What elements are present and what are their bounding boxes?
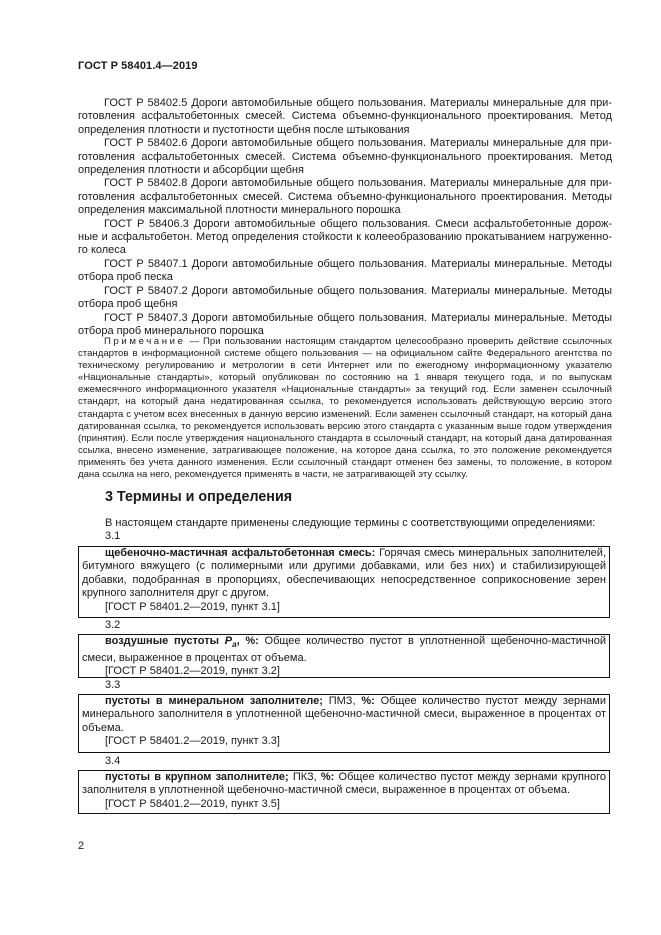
term-definition-text: Горячая смесь минеральных заполнителей, битумного вяжущего (с полимерными или другими добавками, или без них) и стабилизирующей добавки, подобранная в пропорциях, обеспечивающих непосредственное соприкосновение зерен крупного заполнителя друг с другом. bbox=[82, 547, 606, 600]
reference-item: ГОСТ Р 58406.3 Дороги автомобильные общего пользования. Смеси асфальтобетонные дорожные и асфальтобетон. Метод определения стойкости к колееобразованию прокатыванием нагруженного колеса bbox=[78, 217, 612, 257]
term-definition: пустоты в минеральном заполнителе; ПМЗ, %: Общее количество пустот между зернами минерального заполнителя в уплотненной щебеночно-мастичной смеси, выраженное в процентах от объема. bbox=[82, 695, 606, 734]
term-number: 3.1 bbox=[105, 530, 121, 542]
term-symbol: P bbox=[224, 635, 233, 647]
term-definition-text: Общее количество пустот между зернами минерального заполнителя в уплотненной щебеночно-мастичной смеси, выраженное в процентах от объема. bbox=[82, 695, 606, 734]
term-definition bbox=[82, 635, 606, 665]
reference-item: ГОСТ Р 58407.1 Дороги автомобильные общего пользования. Материалы минеральные. Методы отбора проб песка bbox=[78, 257, 612, 284]
term-definition-text: Общее количество пустот в уплотненной щебеночно-мастичной смеси, выраженное в процентах от объема. bbox=[82, 635, 606, 664]
term-source: [ГОСТ Р 58401.2—2019, пункт 3.2] bbox=[105, 665, 280, 677]
term-name: пустоты в крупном заполнителе; bbox=[105, 771, 289, 783]
note-label: Примечание bbox=[104, 336, 186, 347]
term-abbr: ПМЗ, bbox=[322, 695, 362, 707]
term-name: щебеночно-мастичная асфальтобетонная смесь: bbox=[105, 547, 376, 559]
term-source: [ГОСТ Р 58401.2—2019, пункт 3.5] bbox=[105, 797, 280, 810]
term-name: пустоты в минеральном заполнителе; bbox=[105, 695, 323, 707]
page-number: 2 bbox=[78, 840, 85, 852]
term-number: 3.2 bbox=[105, 619, 121, 631]
term-definition bbox=[82, 547, 606, 601]
term-box bbox=[78, 634, 610, 678]
term-abbr: ПКЗ, bbox=[288, 771, 321, 783]
term-source: [ГОСТ Р 58401.2—2019, пункт 3.3] bbox=[105, 735, 280, 748]
normative-references-list bbox=[78, 97, 612, 338]
note-paragraph bbox=[78, 336, 612, 481]
section-title: 3 Термины и определения bbox=[105, 489, 293, 505]
term-symbol-subscript: a bbox=[232, 640, 237, 650]
term-source: [ГОСТ Р 58401.2—2019, пункт 3.1] bbox=[105, 600, 280, 613]
reference-item: ГОСТ Р 58402.8 Дороги автомобильные общего пользования. Материалы минеральные для приготовления асфальтобетонных смесей. Система объемно-функционального проектирования. Методы определения максимальной плотности минерального порошка bbox=[78, 177, 612, 217]
term-definition: пустоты в крупном заполнителе; ПКЗ, %: Общее количество пустот между зернами крупного заполнителя в уплотненной щебеночно-мастичной смеси, выраженное в процентах от объема. bbox=[82, 771, 606, 797]
term-box bbox=[78, 694, 610, 753]
page-header-doc-id: ГОСТ Р 58401.4—2019 bbox=[78, 60, 198, 72]
term-box bbox=[78, 770, 610, 814]
term-name: воздушные пустоты $P_a$, %: bbox=[105, 635, 259, 650]
term-number: 3.3 bbox=[105, 679, 121, 691]
reference-item: ГОСТ Р 58402.6 Дороги автомобильные общего пользования. Материалы минеральные для приготовления асфальтобетонных смесей. Система объемно-функционального проектирования. Метод определения плотности и абсорбции щебня bbox=[78, 137, 612, 177]
reference-item: ГОСТ Р 58407.3 Дороги автомобильные общего пользования. Материалы минеральные. Методы отбора проб минерального порошка bbox=[78, 311, 612, 337]
reference-item: ГОСТ Р 58407.2 Дороги автомобильные общего пользования. Материалы минеральные. Методы отбора проб щебня bbox=[78, 284, 612, 311]
section-intro: В настоящем стандарте применены следующие термины с соответствующими определениями: bbox=[105, 517, 596, 529]
term-definition-text: Общее количество пустот между зернами крупного заполнителя в уплотненной щебеночно-мастичной смеси, выраженное в процентах от объема. bbox=[82, 771, 606, 797]
term-number: 3.4 bbox=[105, 755, 121, 767]
reference-item: ГОСТ Р 58402.5 Дороги автомобильные общего пользования. Материалы минеральные для приготовления асфальтобетонных смесей. Система объемно-функционального проектирования. Метод определения плотности и пустотности щебня после штыкования bbox=[78, 97, 612, 136]
term-box bbox=[78, 546, 610, 618]
note-text: — При пользовании настоящим стандартом целесообразно проверить действие ссылочных стандартов в информационной системе общего пользования — на официальном сайте Федерального агентства по техническому регулированию и метрологии в сети Интернет или по ежегодному информационному указателю «Национальные стандарты», который опубликован по состоянию на 1 января текущего года, и по выпускам ежемесячного информационного указателя «Национальные стандарты» за текущий год. Если заменен ссылочный стандарт, на который дана недатированная ссылка, то рекомендуется использовать действующую версию этого стандарта с учетом всех внесенных в данную версию изменений. Если заменен ссылочный стандарт, на который дана датированная ссылка, то рекомендуется использовать версию этого стандарта с указанным выше годом утверждения (принятия). Если после утверждения национального стандарта в ссылочный стандарт, на который дана датированная ссылка, внесено изменение, затрагивающее положение, на которое дана ссылка, то это положение рекомендуется применять без учета данного изменения. Если ссылочный стандарт отменен без замены, то положение, в котором дана ссылка на него, рекомендуется применять в части, не затрагивающей эту ссылку. bbox=[78, 336, 612, 481]
